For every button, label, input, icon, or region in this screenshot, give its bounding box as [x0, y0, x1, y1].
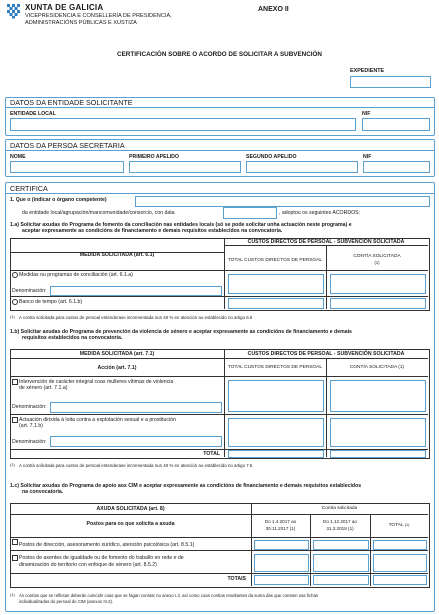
a-denominacion-label: Denominación: — [12, 288, 47, 294]
a-contia-row2-field[interactable] — [330, 298, 426, 309]
b-total-total-field[interactable] — [228, 450, 324, 458]
divider — [10, 550, 428, 551]
divider — [326, 358, 327, 457]
banco-tempo-radio[interactable] — [12, 299, 18, 305]
c-col-p2-line2: 31.3.2018 (1) — [326, 526, 354, 531]
divider — [224, 270, 428, 271]
divider — [10, 537, 428, 538]
nome-field[interactable] — [10, 161, 124, 173]
b-total-row2-field[interactable] — [228, 418, 324, 447]
divider — [10, 296, 224, 297]
a-col-custos: CUSTOS DIRECTOS DE PERSOAL - SUBVENCIÓN SOLICITADA — [247, 239, 405, 245]
b-total-row1-field[interactable] — [228, 380, 324, 412]
c-totais-label: TOTAIS — [227, 576, 246, 582]
a-row2-label: Banco de tempo (art. 6.1.b) — [19, 299, 83, 305]
persoa-nif-label: NIF — [363, 154, 372, 160]
apelido1-label: PRIMEIRO APELIDO — [129, 154, 179, 160]
a-line1: 1.a) Solicitar axudas do Programa de fomento da conciliación nas entidades locais (só se pode solicitar unha actuación neste programa) e — [10, 222, 352, 228]
divider — [10, 358, 428, 359]
b-col-accion: Acción (art. 7.1) — [97, 365, 137, 371]
c-col-total — [370, 522, 428, 529]
a-contia-row1-field[interactable] — [330, 274, 426, 294]
certifica-title: CERTIFICA — [10, 184, 48, 193]
b-line2: requisitos establecidos na convocatoria. — [22, 335, 123, 341]
postos-direccion-checkbox[interactable] — [12, 539, 18, 545]
nome-label: NOME — [10, 154, 26, 160]
entidade-local-label: ENTIDADE LOCAL — [10, 111, 56, 117]
a-col-contia: CONTÍA SOLICITADA — [353, 254, 401, 259]
c-row1-p1-field[interactable] — [254, 540, 309, 550]
b-denominacion-1-field[interactable] — [50, 402, 222, 413]
dept-line-2: ADMINISTRACIÓNS PÚBLICAS E XUSTIZA — [25, 20, 137, 26]
a-note-mark: (1) — [10, 314, 15, 319]
apelido2-label: SEGUNDO APELIDO — [246, 154, 297, 160]
b-col-medida: MEDIDA SOLICITADA (art. 7.1) — [79, 351, 155, 357]
b-contia-row2-field[interactable] — [330, 418, 426, 447]
b-contia-row1-field[interactable] — [330, 380, 426, 412]
c-note-mark: (1) — [10, 592, 15, 597]
c-row2-line2: dinamización do territorio con enfoque de xénero (art. 8.5.2) — [19, 562, 157, 568]
a-row1-label: Medidas ou programas de conciliación (art. 6.1.a) — [19, 272, 133, 278]
divider — [5, 107, 434, 108]
expediente-field[interactable] — [350, 76, 431, 88]
c-col-total-label: TOTAL — [388, 523, 404, 528]
divider — [5, 193, 434, 194]
c-totais-p2-field[interactable] — [313, 575, 369, 585]
divider — [10, 514, 428, 515]
organo-field[interactable] — [135, 196, 430, 207]
c-line2: na convocatoria. — [22, 489, 64, 495]
q1-line2: da entidade local/agrupación/mancomunidade/consorcio, con data — [22, 210, 175, 216]
b-row1-line1: Intervención de carácter integral coas mulleres vítimas de violencia — [19, 379, 174, 385]
q1-text: 1. Que o (indicar o órgano competente) — [10, 197, 107, 203]
c-note-line1: As contías que se reflictan deberán coincidir coas que se fagan constar no anexo I.3, así como coas contías resultantes da suma das que consten nas fichas — [19, 593, 319, 598]
a-col-contia-note: (1) — [374, 260, 380, 265]
medidas-conciliacion-radio[interactable] — [12, 272, 18, 278]
a-note: A contía solicitada para custos de persoal entenderase incrementada nun 40 % en atención ao establecido no artigo 6.6 — [19, 315, 253, 320]
persoa-nif-field[interactable] — [363, 161, 430, 173]
b-total-contia-field[interactable] — [330, 450, 426, 458]
c-totais-total-field[interactable] — [373, 575, 427, 585]
c-col-axuda: AXUDA SOLICITADA (art. 8) — [96, 506, 165, 512]
a-col-total: TOTAL CUSTOS DIRECTOS DE PERSOAL — [227, 258, 323, 263]
c-row2-total-field[interactable] — [373, 554, 427, 572]
annex-label: ANEXO II — [258, 6, 289, 13]
entidade-nif-label: NIF — [362, 111, 371, 117]
org-name: XUNTA DE GALICIA — [25, 3, 104, 12]
c-row2-p2-field[interactable] — [313, 554, 369, 572]
apelido1-field[interactable] — [129, 161, 241, 173]
c-row2-p1-field[interactable] — [254, 554, 309, 572]
c-note-line2: individualizadas do persoal do CIM (anexos IV.2). — [19, 599, 114, 604]
b-note: A contía solicitada para custos de persoal entenderase incrementada nun 40 % en atención ao establecido no artigo 7.5 — [19, 463, 253, 468]
divider — [224, 296, 428, 297]
persoa-title: DATOS DA PERSOA SECRETARIA — [10, 141, 125, 150]
c-row2-line1: Postos de axentes de igualdade ou de fomento do traballo en rede e de — [19, 555, 184, 561]
xunta-logo-icon — [6, 3, 22, 19]
postos-axentes-checkbox[interactable] — [12, 555, 18, 561]
b-denominacion-2-field[interactable] — [50, 436, 222, 447]
data-acordo-field[interactable] — [223, 207, 277, 219]
c-col-p2-line1: Do 1.12.2017 ao — [323, 519, 357, 524]
divider — [10, 376, 428, 377]
b-row2-line2: (art. 7.1.b) — [19, 423, 43, 429]
c-col-p1-line2: 30.11.2017 (1) — [265, 526, 296, 531]
b-denominacion-1-label: Denominación: — [12, 404, 47, 410]
divider — [224, 238, 225, 309]
b-total-label: TOTAL — [203, 451, 220, 457]
b-note-mark: (1) — [10, 462, 15, 467]
q1-line2-end: , adoptou os seguintes ACORDOS: — [279, 210, 361, 216]
dept-line-1: VICEPRESIDENCIA E CONSELLERÍA DE PRESIDENCIA, — [25, 13, 172, 19]
divider — [10, 414, 428, 415]
divider — [10, 573, 428, 574]
b-line1: 1.b) Solicitar axudas do Programa de prevención da violencia de xénero e aceptar expresamente as condicións de financiamento e demais — [10, 329, 352, 335]
b-denominacion-2-label: Denominación: — [12, 439, 47, 445]
entidade-nif-field[interactable] — [362, 118, 430, 131]
a-line2: aceptar expresamente as condicións de financiamento e demais requisitos establecidos na convocatoria. — [22, 228, 283, 234]
page-title: CERTIFICACIÓN SOBRE O ACORDO DE SOLICITAR A SUBVENCIÓN — [117, 51, 322, 58]
entidade-title: DATOS DA ENTIDADE SOLICITANTE — [10, 98, 133, 107]
c-row1-total-field[interactable] — [373, 540, 427, 550]
a-col-medida: MEDIDA SOLICITADA (art. 6.1) — [79, 252, 155, 258]
a-total-row2-field[interactable] — [228, 298, 324, 309]
b-row2-line1: Actuación dirixida á loita contra a explotación sexual e a prostitución — [19, 417, 176, 423]
c-col-contia: Contía solicitada — [321, 506, 358, 511]
entidade-local-field[interactable] — [10, 118, 356, 131]
intervencion-integral-checkbox[interactable] — [12, 379, 18, 385]
apelido2-field[interactable] — [246, 161, 358, 173]
c-col-total-note: (1) — [404, 523, 410, 527]
b-col-total: TOTAL CUSTOS DIRECTOS DE PERSOAL — [227, 365, 323, 370]
b-col-contia: CONTÍA SOLICITADA (1) — [349, 365, 405, 370]
a-denominacion-field[interactable] — [50, 286, 222, 296]
b-col-custos: CUSTOS DIRECTOS DE PERSOAL - SUBVENCIÓN SOLICITADA — [247, 351, 405, 357]
c-col-p1-line1: Do 1.4.2017 ao — [264, 519, 297, 524]
divider — [5, 150, 434, 151]
expediente-label: EXPEDIENTE — [350, 68, 385, 74]
c-col-postos: Postos para os que solicita a axuda — [86, 521, 175, 527]
a-total-row1-field[interactable] — [228, 274, 324, 294]
c-row1-label: Postos de dirección, asesoramento xurídico, atención psicolóxica (art. 8.5.1) — [19, 542, 195, 548]
c-row1-p2-field[interactable] — [313, 540, 369, 550]
c-line1: 1.c) Solicitar axudas do Programa de apoio aos CIM e aceptar expresamente as condicións de financiamento e demais requisitos establecidos — [10, 483, 362, 489]
divider — [10, 270, 224, 271]
c-totais-p1-field[interactable] — [254, 575, 309, 585]
explotacion-sexual-checkbox[interactable] — [12, 417, 18, 423]
b-row1-line2: de xénero (art. 7.1.a) — [19, 385, 68, 391]
